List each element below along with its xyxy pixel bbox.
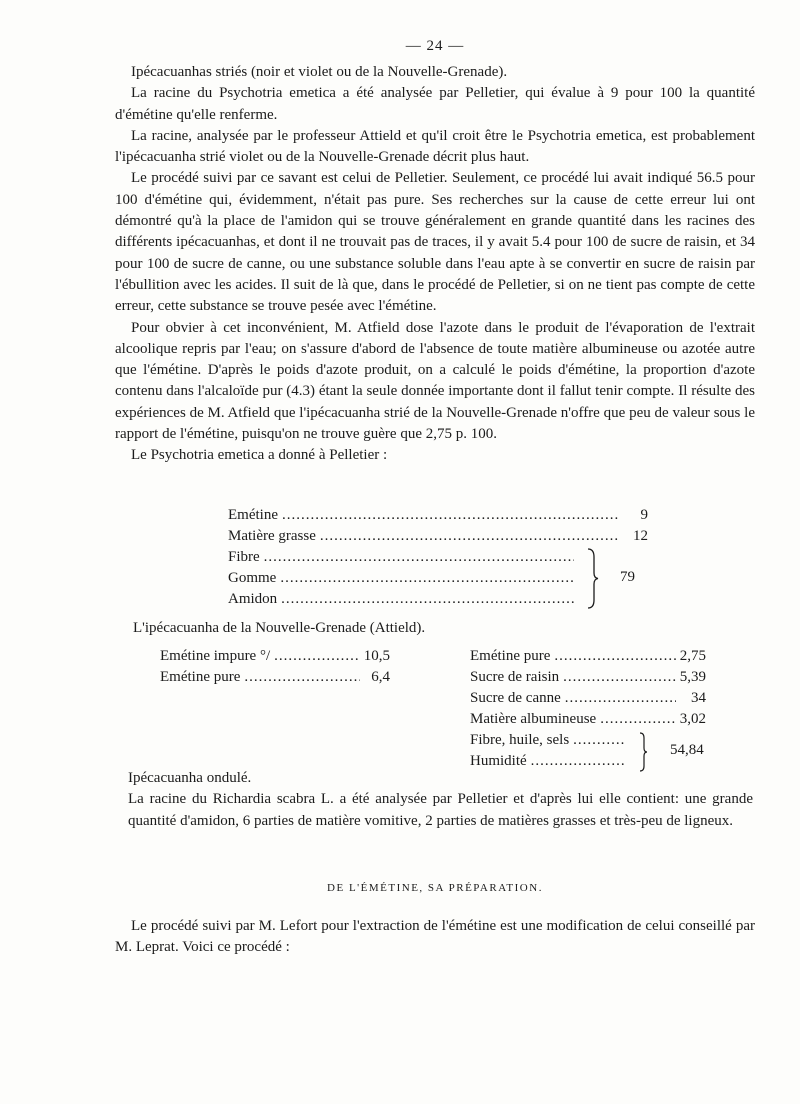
table-row	[228, 526, 648, 547]
row-label: Amidon	[228, 591, 278, 607]
section-title-ipeca-stries: Ipécacuanhas striés (noir et violet ou de la Nouvelle-Grenade).	[131, 64, 508, 80]
table-row	[160, 667, 390, 688]
leader-dots	[274, 646, 360, 667]
braced-group	[470, 730, 706, 772]
row-label: Fibre, huile, sels	[470, 732, 570, 748]
row-value: 5,39	[679, 669, 706, 685]
leader-dots	[563, 667, 676, 688]
page-number: — 24 —	[405, 38, 465, 54]
composition-table-emetine	[160, 646, 390, 688]
leader-dots	[554, 646, 675, 667]
row-value: 3,02	[679, 711, 706, 727]
table-row	[160, 646, 390, 667]
row-label: Emétine pure	[470, 648, 551, 664]
paragraph-psychotria-intro: Le Psychotria emetica a donné à Pelletier :	[131, 447, 388, 464]
leader-dots	[573, 730, 626, 751]
table-row	[228, 568, 578, 589]
row-label: Sucre de raisin	[470, 669, 560, 685]
table-row	[228, 505, 648, 526]
paragraph-pelletier: La racine du Psychotria emetica a été analysée par Pelletier, qui évalue à 9 pour 100 la quantité d'émétine qu'elle renferme.	[115, 85, 755, 123]
brace-icon	[586, 547, 600, 610]
section-title-ipeca-ondule: Ipécacuanha ondulé.	[128, 770, 252, 786]
leader-dots	[282, 505, 618, 526]
row-label: Emétine pure	[160, 669, 241, 685]
row-label: Emétine	[228, 507, 278, 523]
leader-dots	[281, 589, 574, 610]
table-row	[470, 688, 706, 709]
paragraph-azote: Pour obvier à cet inconvénient, M. Atfield dose l'azote dans le produit de l'évaporation de l'extrait alcoolique repris par l'eau; on s'assure d'abord de l'absence de toute matière albumineuse ou azotée autre que l'émétine. D'après le poids d'azote produit, on a calculé le poids d'émétine, la proportion d'azote contenu dans l'alcaloïde pur (4.3) étant la seule donnée importante dont il fallut tenir compte. Il résulte des expériences de M. Atfield que l'ipécacuanha strié de la Nouvelle-Grenade n'offre que peu de valeur sous le rapport de l'émétine, puisqu'on ne trouve guère que 2,75 p. 100.	[115, 319, 755, 443]
table-row	[470, 730, 630, 751]
row-label: Gomme	[228, 570, 277, 586]
leader-dots	[280, 568, 574, 589]
final-text	[115, 916, 755, 959]
row-value: 34	[691, 690, 706, 706]
section-heading: DE L'ÉMÉTINE, SA PRÉPARATION.	[327, 882, 543, 894]
leader-dots	[264, 547, 574, 568]
row-label: Humidité	[470, 753, 527, 769]
row-value: 9	[640, 507, 648, 523]
row-value: 10,5	[363, 648, 390, 664]
braced-group	[228, 547, 648, 610]
table-row	[228, 547, 578, 568]
row-label: Fibre	[228, 549, 260, 565]
composition-table-psychotria	[228, 505, 648, 610]
row-label: Emétine impure °/	[160, 648, 271, 664]
leader-dots	[565, 688, 676, 709]
row-value: 6,4	[371, 669, 390, 685]
table-row	[470, 667, 706, 688]
caption-nouvelle-grenade: L'ipécacuanha de la Nouvelle-Grenade (Attield).	[133, 620, 426, 636]
row-label: Sucre de canne	[470, 690, 561, 706]
table-row	[470, 646, 706, 667]
leader-dots	[244, 667, 360, 688]
table-row	[228, 589, 578, 610]
ipeca-ondule-section	[128, 768, 753, 832]
paragraph-procede: Le procédé suivi par ce savant est celui de Pelletier. Seulement, ce procédé lui avait indiqué 56.5 pour 100 d'émétine qui, évidemment, n'était pas pure. Ses recherches sur la cause de cette erreur lui ont démontré qu'à la place de l'amidon qui se trouve généralement en grande quantité dans les racines des différents ipécacuanhas, et dont il ne trouvait pas de traces, il y avait 5.4 pour 100 de sucre de raisin, et 34 pour 100 de sucre de canne, ou une substance soluble dans l'eau apte à se convertir en sucre de raisin par l'ébullition avec les acides. Il suit de là que, dans le procédé de Pelletier, si on ne tient pas compte de cette erreur, cette substance se trouve pesée avec l'émétine.	[115, 170, 755, 315]
composition-table-attield	[470, 646, 706, 772]
leader-dots	[600, 709, 676, 730]
paragraph-richardia: La racine du Richardia scabra L. a été analysée par Pelletier et d'après lui elle contient: une grande quantité d'amidon, 6 parties de matière vomitive, 2 parties de matières grasses et très-peu de ligneux.	[128, 791, 753, 829]
brace-icon	[638, 732, 648, 772]
row-value: 12	[633, 528, 648, 544]
main-text	[115, 62, 755, 467]
braced-value: 79	[620, 569, 635, 585]
row-label: Matière grasse	[228, 528, 316, 544]
paragraph-lefort: Le procédé suivi par M. Lefort pour l'extraction de l'émétine est une modification de celui conseillé par M. Leprat. Voici ce procédé :	[115, 918, 755, 956]
paragraph-attield: La racine, analysée par le professeur Attield et qu'il croit être le Psychotria emetica, est probablement l'ipécacuanha strié violet ou de la Nouvelle-Grenade décrit plus haut.	[115, 127, 755, 166]
table-row	[470, 709, 706, 730]
row-value: 2,75	[679, 648, 706, 664]
row-label: Matière albumineuse	[470, 711, 597, 727]
braced-value: 54,84	[670, 742, 704, 758]
leader-dots	[320, 526, 618, 547]
